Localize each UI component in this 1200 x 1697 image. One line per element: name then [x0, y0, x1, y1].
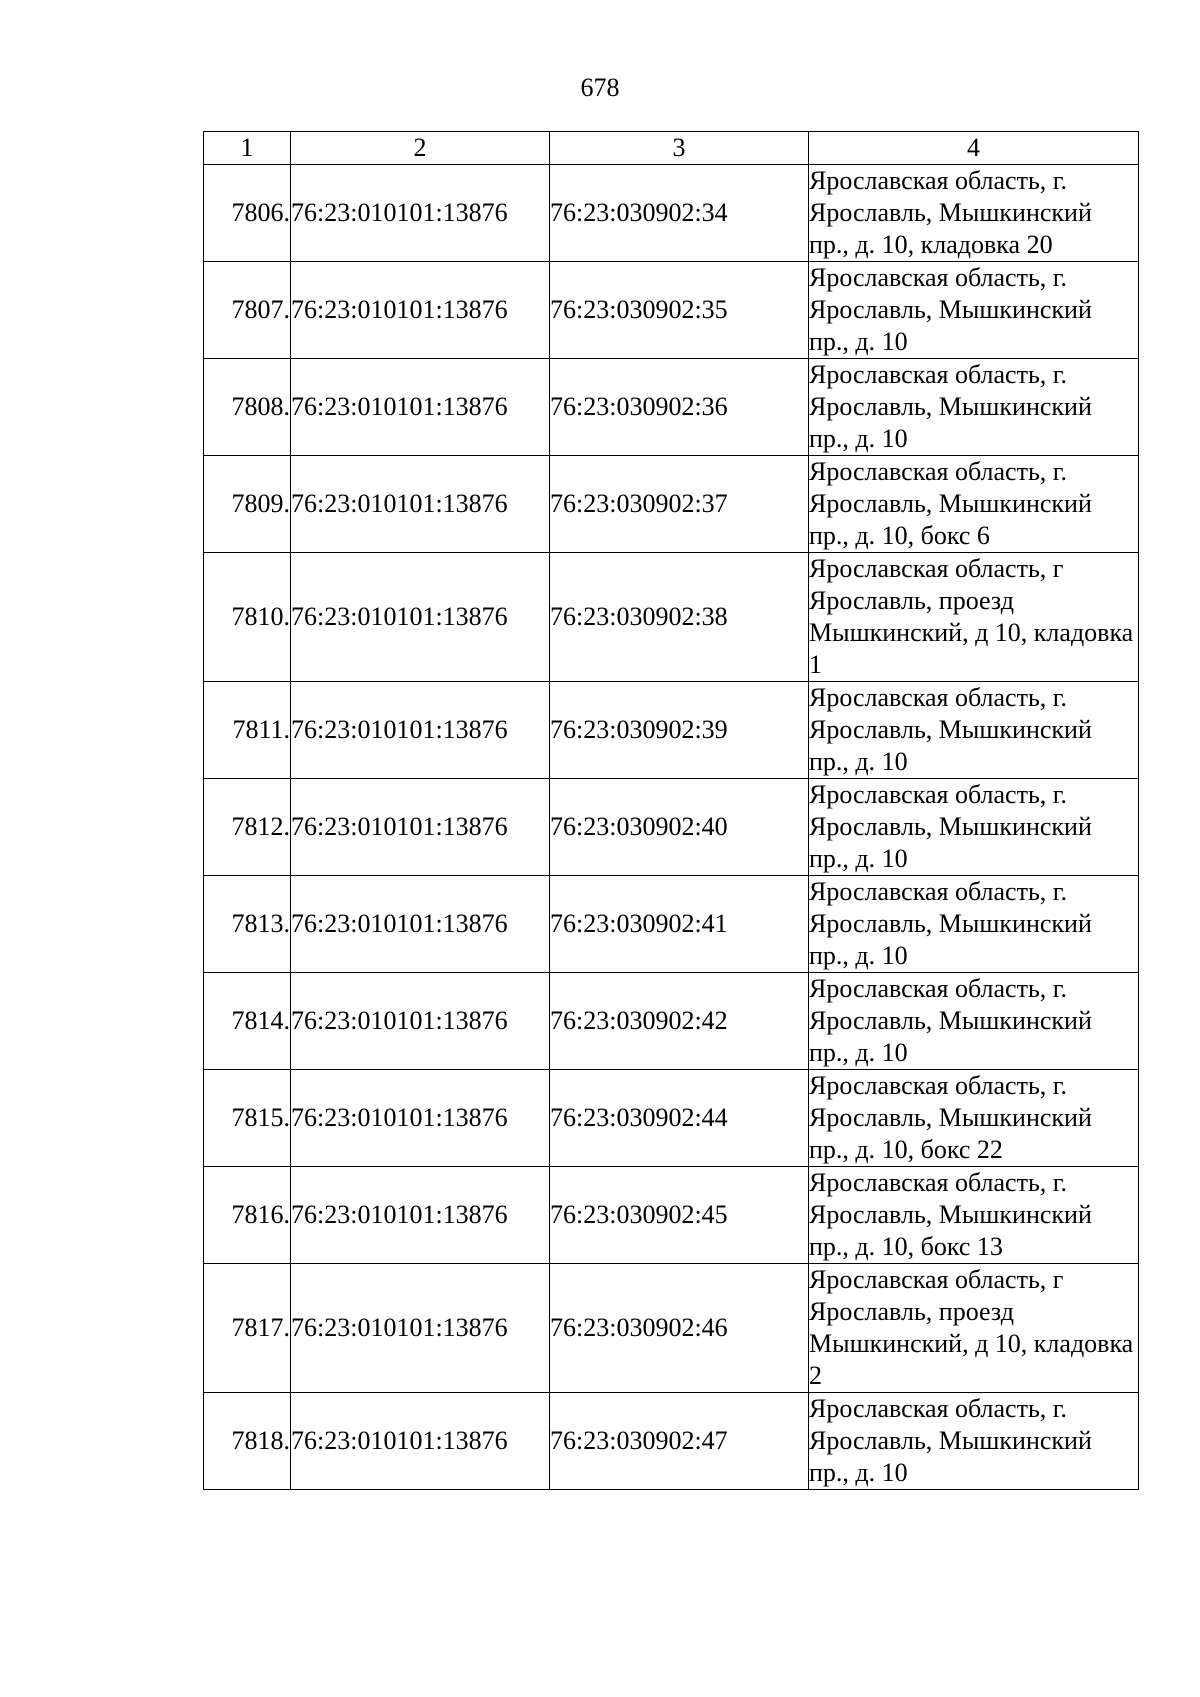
row-number: 7817. [204, 1264, 291, 1393]
cadastral-number-3: 76:23:030902:41 [550, 876, 809, 973]
table-row [204, 359, 1139, 456]
cadastral-number-2: 76:23:010101:13876 [291, 165, 550, 262]
header-col-1: 1 [204, 132, 291, 165]
cadastral-number-2: 76:23:010101:13876 [291, 359, 550, 456]
table-row [204, 262, 1139, 359]
row-number: 7810. [204, 553, 291, 682]
cadastral-number-3: 76:23:030902:44 [550, 1070, 809, 1167]
cadastral-number-3: 76:23:030902:34 [550, 165, 809, 262]
table-row [204, 682, 1139, 779]
cadastral-number-2: 76:23:010101:13876 [291, 456, 550, 553]
cadastral-number-3: 76:23:030902:37 [550, 456, 809, 553]
header-col-4: 4 [809, 132, 1139, 165]
cadastral-number-3: 76:23:030902:40 [550, 779, 809, 876]
table-row [204, 165, 1139, 262]
row-number: 7809. [204, 456, 291, 553]
table-row [204, 779, 1139, 876]
row-number: 7813. [204, 876, 291, 973]
header-col-3: 3 [550, 132, 809, 165]
row-number: 7816. [204, 1167, 291, 1264]
header-row [204, 132, 1139, 165]
table-row [204, 1393, 1139, 1490]
cadastral-number-2: 76:23:010101:13876 [291, 1264, 550, 1393]
cadastral-number-3: 76:23:030902:39 [550, 682, 809, 779]
cadastral-number-2: 76:23:010101:13876 [291, 553, 550, 682]
address-cell: Ярославская область, г. Ярославль, Мышкинский пр., д. 10, бокс 13 [809, 1167, 1139, 1264]
cadastral-number-3: 76:23:030902:36 [550, 359, 809, 456]
address-cell: Ярославская область, г. Ярославль, Мышкинский пр., д. 10 [809, 359, 1139, 456]
address-cell: Ярославская область, г Ярославль, проезд Мышкинский, д 10, кладовка 1 [809, 553, 1139, 682]
table-row [204, 1264, 1139, 1393]
cadastral-number-2: 76:23:010101:13876 [291, 1167, 550, 1264]
register-table [203, 131, 1139, 1490]
row-number: 7811. [204, 682, 291, 779]
address-cell: Ярославская область, г. Ярославль, Мышкинский пр., д. 10, бокс 22 [809, 1070, 1139, 1167]
row-number: 7807. [204, 262, 291, 359]
row-number: 7814. [204, 973, 291, 1070]
row-number: 7808. [204, 359, 291, 456]
address-cell: Ярославская область, г. Ярославль, Мышкинский пр., д. 10 [809, 1393, 1139, 1490]
address-cell: Ярославская область, г Ярославль, проезд Мышкинский, д 10, кладовка 2 [809, 1264, 1139, 1393]
table-row [204, 553, 1139, 682]
row-number: 7815. [204, 1070, 291, 1167]
address-cell: Ярославская область, г. Ярославль, Мышкинский пр., д. 10 [809, 779, 1139, 876]
cadastral-number-2: 76:23:010101:13876 [291, 876, 550, 973]
address-cell: Ярославская область, г. Ярославль, Мышкинский пр., д. 10 [809, 682, 1139, 779]
cadastral-number-2: 76:23:010101:13876 [291, 1393, 550, 1490]
cadastral-number-2: 76:23:010101:13876 [291, 973, 550, 1070]
cadastral-number-2: 76:23:010101:13876 [291, 779, 550, 876]
address-cell: Ярославская область, г. Ярославль, Мышкинский пр., д. 10 [809, 973, 1139, 1070]
cadastral-number-3: 76:23:030902:45 [550, 1167, 809, 1264]
table-row [204, 876, 1139, 973]
cadastral-number-2: 76:23:010101:13876 [291, 682, 550, 779]
table-row [204, 1070, 1139, 1167]
cadastral-number-3: 76:23:030902:38 [550, 553, 809, 682]
row-number: 7818. [204, 1393, 291, 1490]
cadastral-number-3: 76:23:030902:35 [550, 262, 809, 359]
row-number: 7806. [204, 165, 291, 262]
address-cell: Ярославская область, г. Ярославль, Мышкинский пр., д. 10, кладовка 20 [809, 165, 1139, 262]
address-cell: Ярославская область, г. Ярославль, Мышкинский пр., д. 10 [809, 876, 1139, 973]
table-row [204, 973, 1139, 1070]
cadastral-number-2: 76:23:010101:13876 [291, 1070, 550, 1167]
cadastral-number-3: 76:23:030902:47 [550, 1393, 809, 1490]
cadastral-number-2: 76:23:010101:13876 [291, 262, 550, 359]
address-cell: Ярославская область, г. Ярославль, Мышкинский пр., д. 10, бокс 6 [809, 456, 1139, 553]
address-cell: Ярославская область, г. Ярославль, Мышкинский пр., д. 10 [809, 262, 1139, 359]
table-row [204, 456, 1139, 553]
cadastral-number-3: 76:23:030902:42 [550, 973, 809, 1070]
header-col-2: 2 [291, 132, 550, 165]
table-row [204, 1167, 1139, 1264]
cadastral-number-3: 76:23:030902:46 [550, 1264, 809, 1393]
row-number: 7812. [204, 779, 291, 876]
page-number: 678 [580, 73, 620, 102]
